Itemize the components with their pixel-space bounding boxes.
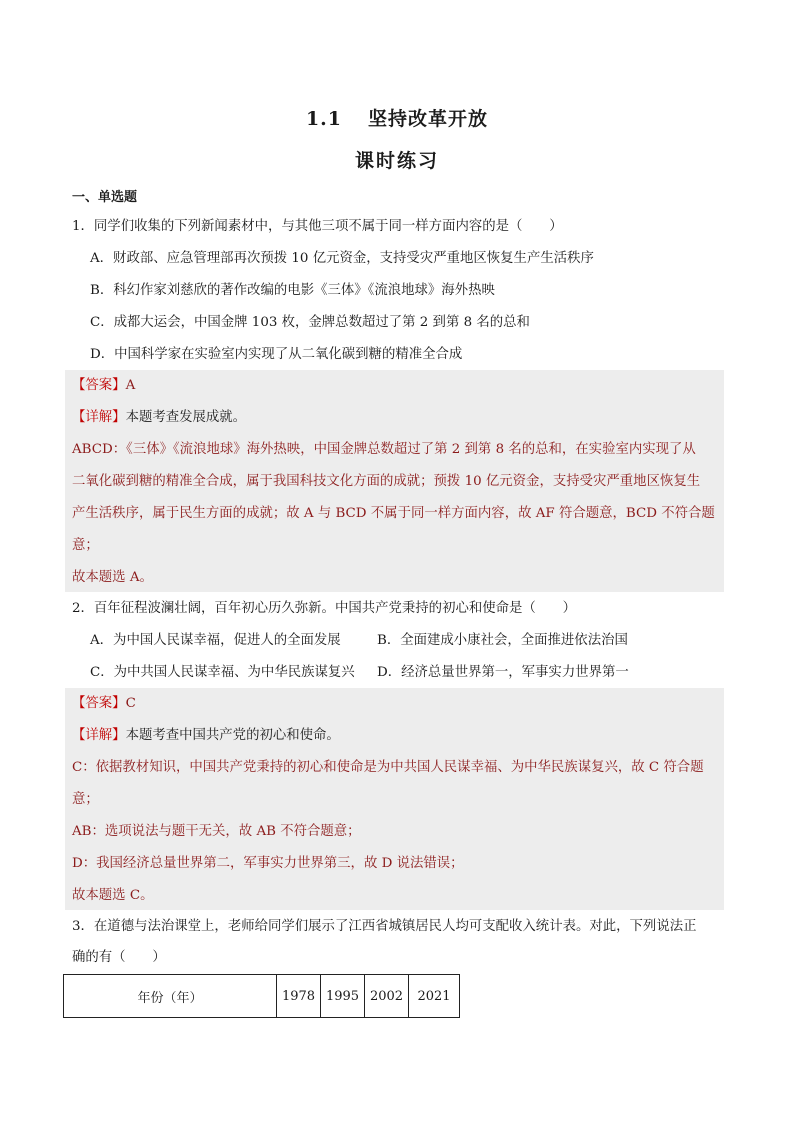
question-1-explanation-line: 意； (72, 538, 99, 553)
page-title (0, 104, 794, 131)
question-2-explanation-line: D：我国经济总量世界第二，军事实力世界第三，故 D 说法错误； (72, 856, 464, 871)
table-cell-year: 2002 (365, 975, 409, 1018)
question-2-option-d: D．经济总量世界第一，军事实力世界第一 (377, 665, 629, 680)
question-1-option-d: D．中国科学家在实验室内实现了从二氧化碳到糖的精准全合成 (90, 347, 463, 362)
question-1-option-c: C．成都大运会，中国金牌 103 枚，金牌总数超过了第 2 到第 8 名的总和 (90, 315, 530, 330)
answer-label: 【答案】 (72, 696, 126, 711)
question-1-answer (72, 376, 724, 396)
question-2-explanation-line: AB：选项说法与题干无关，故 AB 不符合题意； (72, 824, 361, 839)
question-1-option-b: B．科幻作家刘慈欣的著作改编的电影《三体》《流浪地球》海外热映 (90, 283, 495, 298)
question-1-detail (72, 408, 724, 428)
question-1-explanation-line: 二氧化碳到糖的精准全合成，属于我国科技文化方面的成就；预拨 10 亿元资金，支持受灾严重地区恢复生 (72, 474, 701, 489)
question-2-detail (72, 726, 724, 746)
question-2-explanation-line: 故本题选 C。 (72, 888, 154, 903)
question-3-stem: 确的有（ ） (72, 950, 166, 965)
answer-value: A (125, 378, 136, 393)
question-2-option-c: C．为中共国人民谋幸福、为中华民族谋复兴 (90, 665, 355, 680)
lesson-title: 坚持改革开放 (368, 108, 489, 130)
table-header-cell: 年份（年） (64, 975, 277, 1018)
question-2-answer (72, 694, 724, 714)
detail-label: 【详解】 (72, 410, 126, 425)
table-row (64, 975, 460, 1018)
question-2-stem: 2．百年征程波澜壮阔，百年初心历久弥新。中国共产党秉持的初心和使命是（ ） (72, 601, 576, 616)
question-2-explanation-line: 意； (72, 792, 99, 807)
question-3-stem: 3．在道德与法治课堂上，老师给同学们展示了江西省城镇居民人均可支配收入统计表。对此，下列说法正 (72, 919, 697, 934)
question-2-option-a: A．为中国人民谋幸福，促进人的全面发展 (90, 633, 341, 648)
table-cell-year: 1978 (277, 975, 321, 1018)
table-cell-year: 2021 (409, 975, 460, 1018)
section-heading: 一、单选题 (72, 190, 138, 205)
lesson-number: 1.1 (305, 108, 343, 130)
page-subtitle: 课时练习 (354, 150, 439, 172)
answer-value: C (125, 696, 136, 711)
question-1-stem: 1．同学们收集的下列新闻素材中，与其他三项不属于同一样方面内容的是（ ） (72, 219, 563, 234)
detail-label: 【详解】 (72, 728, 126, 743)
question-2-option-b: B．全面建成小康社会，全面推进依法治国 (377, 633, 628, 648)
question-1-explanation-line: 故本题选 A。 (72, 570, 153, 585)
answer-label: 【答案】 (72, 378, 126, 393)
question-2-explanation-line: C：依据教材知识，中国共产党秉持的初心和使命是为中共国人民谋幸福、为中华民族谋复兴，故 C 符合题 (72, 760, 704, 775)
question-1-explanation-line: ABCD：《三体》《流浪地球》海外热映，中国金牌总数超过了第 2 到第 8 名的总和，在实验室内实现了从 (72, 442, 696, 457)
table-cell-year: 1995 (321, 975, 365, 1018)
question-1-option-a: A．财政部、应急管理部再次预拨 10 亿元资金，支持受灾严重地区恢复生产生活秩序 (90, 251, 594, 266)
detail-text: 本题考查中国共产党的初心和使命。 (125, 728, 340, 743)
question-1-explanation-line: 产生活秩序，属于民生方面的成就；故 A 与 BCD 不属于同一样方面内容，故 AF 符合题意，BCD 不符合题 (72, 506, 715, 521)
detail-text: 本题考查发展成就。 (125, 410, 247, 425)
income-table (63, 974, 460, 1018)
